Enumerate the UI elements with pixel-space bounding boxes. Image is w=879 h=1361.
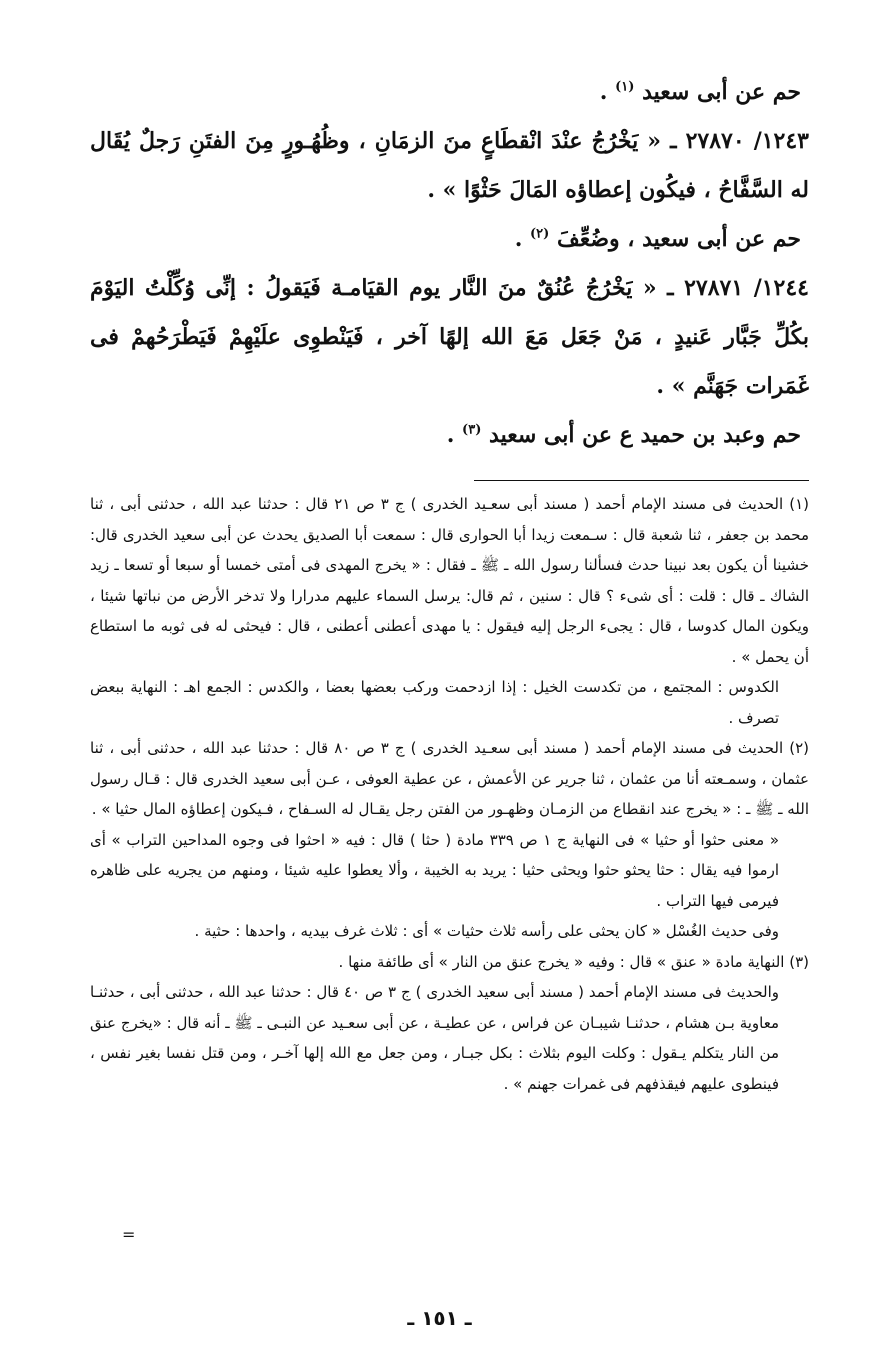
footnote-2-gloss: « معنى حثوا أو حثيا » فى النهاية ج ١ ص ٣٣٩ مادة ( حثا ) قال : فيه « احثوا فى وجوه المداحين التراب » أى ارموا فيه يقال : حثا يحثو حثوا ويحثى حثيا : يريد به الخيبة ، وألا يعطوا عليه شيئا ، ومنهم من يجريه على ظاهره فيرمى فيها التراب . [90, 830, 780, 910]
footnote-1-gloss: الكدوس : المجتمع ، من تكدست الخيل : إذا ازدحمت وركب بعضها بعضا ، والكدس : الجمع اهـ : النهاية ببعض تصرف . [90, 678, 779, 727]
source-line-3 [90, 411, 809, 460]
page-number: ـ ١٥١ ـ [407, 1306, 472, 1330]
footnote-ref-1[interactable]: (١) [615, 79, 635, 95]
source-line-1 [90, 68, 809, 117]
footnotes [90, 489, 809, 1099]
continuation-mark: = [122, 1225, 136, 1244]
footnote-2-gloss-2: وفى حديث الغُسْل « كان يحثى على رأسه ثلاث حثيات » أى : ثلاث غرف بيديه ، واحدها : حثية . [194, 922, 779, 940]
source-text: حم وعبد بن حميد ع عن أبى سعيد [489, 422, 801, 448]
footnote-3-hadith: والحديث فى مسند الإمام أحمد ( مسند أبى سعيد الخدرى ) ج ٣ ص ٤٠ قال : حدثنا عبد الله ، حدثنى أبى ، حدثنـا معاوية بـن هشام ، حدثنـا شيبـان عن فراس ، عن عطيـة ، عن أبى سعـيد عن النبـى ـ ﷺ ـ أنه قال : «يخرج عنق من النار يتكلم يـقول : وكلت اليوم بثلاث : بكل جبـار ، ومن جعل مع الله إلها آخـر ، ومن قتل نفسا بغير نفس ، فينطوى عليهم فيقذفهم فى غمرات جهنم » . [90, 983, 780, 1093]
hadith-entry-1244: ١٢٤٤/ ٢٧٨٧١ ـ « يَخْرُجُ عُنُقٌ منَ النَّار يوم القيَامـة فَيَقولُ : إنِّى وُكِّلْتُ اليَوْمَ بكُلِّ جَبَّار عَنيدٍ ، مَنْ جَعَل مَعَ الله إلهًا آخر ، فَيَنْطوِى علَيْهِمْ فَيَطْرَحُهمْ فى غَمَرات جَهَنَّم » . [90, 275, 809, 399]
footnote-ref-2[interactable]: (٢) [530, 226, 550, 242]
footnote-ref-3[interactable]: (٣) [462, 422, 482, 438]
footnote-1: (١) الحديث فى مسند الإمام أحمد ( مسند أبى سعـيد الخدرى ) ج ٣ ص ٢١ قال : حدثنا عبد الله ، حدثنى أبى ، ثنا محمد بن جعفر ، ثنا شعبة قال : سـمعت زيدا أبا الحوارى قال : سمعت أبا الصديق يحدث عن أبى سعيد الخدرى قال: خشينا أن يكون بعد نبينا حدث فسألنا رسول الله ـ ﷺ ـ فقال : « يخرج المهدى فى أمتى خمسا أو سبعا أو تسعا ـ زيد الشاك ـ قال : قلت : أى شىء ؟ قال : سنين ، ثم قال: يرسل السماء عليهم مدرارا ولا تدخر الأرض من نباتها شيئا ، ويكون المال كدوسا ، قال : يجىء الرجل إليه فيقول : يا مهدى أعطنى أعطنى ، قال : فيحثى له فى ثوبه ما استطاع أن يحمل » . [90, 495, 809, 666]
source-line-2 [90, 215, 809, 264]
hadith-entry-1243: ١٢٤٣/ ٢٧٨٧٠ ـ « يَخْرُجُ عنْدَ انْقطَاعٍ منَ الزمَانِ ، وظُهُـورٍ مِنَ الفتَنِ رَجلٌ يُقَال له السَّفَّاحُ ، فيكُون إعطاؤه المَالَ حَثْوًا » . [90, 128, 809, 203]
punct: . [514, 226, 531, 252]
source-text: حم عن أبى سعيد ، وضُعِّفَ [556, 226, 801, 252]
punct: . [446, 422, 463, 448]
main-text [90, 68, 809, 460]
source-text: حم عن أبى سعيد [642, 79, 801, 105]
punct: . [599, 79, 616, 105]
footnote-2: (٢) الحديث فى مسند الإمام أحمد ( مسند أبى سعـيد الخدرى ) ج ٣ ص ٨٠ قال : حدثنا عبد الله ، حدثنى أبى ، ثنا عثمان ، وسمـعته أنا من عثمان ، ثنا جرير عن الأعمش ، عن عطية العوفى ، عـن أبى سعيد الخدرى قال : قـال رسول الله ـ ﷺ ـ : « يخرج عند انقطاع من الزمـان وظهـور من الفتن رجل يقـال له السـفاح ، فـيكون إعطاؤه المال حثيا » . [90, 739, 809, 818]
footnote-3: (٣) النهاية مادة « عنق » قال : وفيه « يخرج عنق من النار » أى طائفة منها . [338, 952, 809, 971]
footnote-divider [474, 480, 809, 481]
